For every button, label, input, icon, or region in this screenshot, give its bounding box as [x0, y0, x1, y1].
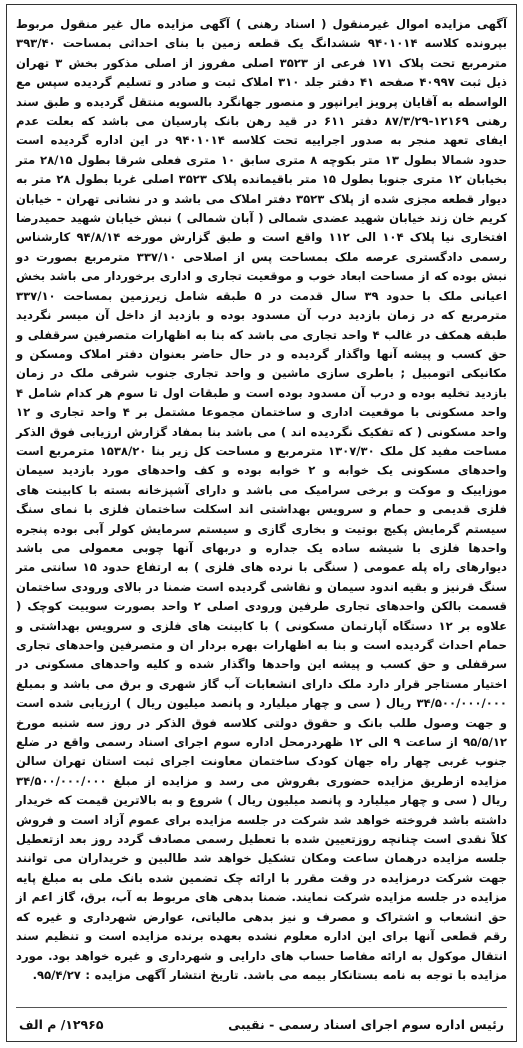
reference-number: ۱۲۹۶۵/ م الف — [19, 1016, 104, 1032]
signer-title: رئیس اداره سوم اجرای اسناد رسمی - نقیبی — [228, 1016, 504, 1032]
notice-paragraph: آگهی مزایده اموال غیرمنقول ( اسناد رهنی ) آگهی مزایده مال غیر منقول مربوط بپرونده کلاسه ۹۴۰۱۰۱۴ ششدانگ یک قطعه زمین با بنای احداثی بمساحت ۳۹۳/۴۰ مترمربع تحت پلاک ۱۷۱ فرعی از ۳۵۲۳ اصلی مفروز از اصلی مذکور بخش ۳ تهران ذیل ثبت ۴۰۹۹۷ صفحه ۴۱ دفتر جلد ۳۱۰ املاک ثبت و صادر و تسلیم گردیده سپس مع الواسطه به آقایان پرویز ایرانپور و منصور جهانگرد بالسویه منتقل گردیده و طبق سند رهنی ۱۲۱۶۹-۸۷/۳/۲۹ دفتر ۶۱۱ در قید رهن بانک پارسیان می باشد که بعلت عدم ایفای تعهد منجر به صدور اجراییه تحت کلاسه ۹۴۰۱۰۱۴ در این اداره گردیده است حدود شمالا بطول ۱۳ متر بکوچه ۸ متری سابق ۱۰ متری فعلی شرقا بطول ۲۸/۱۵ متر بخیابان ۱۲ متری جنوبا بطول ۱۵ متر باقیمانده پلاک ۳۵۲۳ اصلی غربا بطول ۲۸ متر به دیوار قطعه مجزی شده از پلاک ۳۵۲۳ دفتر املاک می باشد و در نشانی تهران - خیابان کریم خان زند خیابان شهید عضدی شمالی ( آبان شمالی ) نبش خیابان شهید حمیدرضا افتخاری نیا پلاک ۱۰۴ الی ۱۱۲ واقع است و طبق گزارش مورخه ۹۴/۸/۱۴ کارشناس رسمی دادگستری عرصه ملک بمساحت پس از اصلاحی ۳۳۷/۱۰ مترمربع بصورت دو نبش بوده که از مساحت ابعاد خوب و موقعیت تجاری و اداری برخوردار می باشد بخش اعیانی ملک با حدود ۳۹ سال قدمت در ۵ طبقه شامل زیرزمین بمساحت ۳۳۷/۱۰ مترمربع که در زمان بازدید درب آن مسدود بوده و بازدید از داخل آن میسر نگردید طبقه همکف در غالب ۴ واحد تجاری می باشد که بنا به اظهارات متصرفین سرقفلی و حق کسب و پیشه آنها واگذار گردیده و در حال حاضر بعنوان دفتر املاک ومسکن و مکانیکی اتومبیل ; باطری سازی ماشین و واحد تجاری جنوب شرقی ملک در زمان بازدید تخلیه بوده و درب آن مسدود بوده است و طبقات اول تا سوم هر کدام شامل ۴ واحد مسکونی با موقعیت اداری و ساختمان مجموعا مشتمل بر ۴ واحد تجاری و ۱۲ واحد مسکونی ( که تفکیک نگردیده اند ) می باشد بنا بمفاد گزارش ارزیابی فوق الذکر مساحت مفید کل ملک ۱۳۰۷/۳۰ مترمربع و مساحت کل زیر بنا ۱۵۳۸/۲۰ مترمربع است واحدهای مسکونی یک خوابه و ۲ خوابه بوده و کف واحدهای مورد بازدید سیمان موزاییک و موکت و برخی سرامیک می باشد و دارای آشپزخانه بسته با کابینت های فلزی قدیمی و حمام و سرویس بهداشتی اند اسکلت ساختمان فلزی با نمای سنگ سیستم گرمایش پکیج بوتیت و بخاری گازی و سیستم سرمایش کولر آبی بوده پنجره واحدها فلزی با شیشه ساده یک جداره و دربهای آنها چوبی معمولی می باشد دیوارهای راه پله عمومی ( سنگی با نرده های فلزی ) به ارتفاع حدود ۱۵ سانتی متر سنگ قرنیز و بقیه اندود سیمان و نقاشی گردیده است ضمنا در بالای ورودی ساختمان قسمت بالکن واحدهای تجاری طرفین ورودی اصلی ۲ واحد بصورت سوییت کوچک ( علاوه بر ۱۲ دستگاه آپارتمان مسکونی ) با کابینت های فلزی و سرویس بهداشتی و حمام احداث گردیده است و بنا به اظهارات بهره بردار ان و متصرفین واحدهای تجاری سرقفلی و حق کسب و پیشه این واحدها واگذار شده و کلیه واحدهای مسکونی در اختیار مستاجر قرار دارد ملک دارای انشعابات آب گاز شهری و برق می باشد و بمبلغ ۳۴/۵۰۰/۰۰۰/۰۰۰ ریال ( سی و چهار میلیارد و پانصد میلیون ریال ) ارزیابی شده است و جهت وصول طلب بانک و حقوق دولتی کلاسه فوق الذکر در روز سه شنبه مورخ ۹۵/۵/۱۲ از ساعت ۹ الی ۱۲ ظهردرمحل اداره سوم اجرای اسناد رسمی واقع در ضلع جنوب غربی چهار راه جهان کودک ساختمان معاونت اجرای ثبت استان تهران سالن مزایده ازطریق مزایده حضوری بفروش می رسد و مزایده از مبلغ ۳۴/۵۰۰/۰۰۰/۰۰۰ ریال ( سی و چهار میلیارد و پانصد میلیون ریال ) شروع و به بالاترین قیمت که خریدار داشته باشد فروخته خواهد شد شرکت در جلسه مزایده برای عموم آزاد است و فروش کلاً نقدی است چنانچه روزتعیین شده با تعطیل رسمی مصادف گردد روز بعد ازتعطیل جلسه مزایده درهمان ساعت ومکان تشکیل خواهد شد طالبین و خریداران می توانند جهت شرکت درمزایده در وقت مقرر با ارائه چک تضمین شده بانک ملی به مبلغ پایه مزایده در جلسه مزایده شرکت نمایند. ضمنا بدهی های مربوط به آب، برق، گاز اعم از حق انشعاب و اشتراک و مصرف و نیز بدهی مالیاتی، عوارض شهرداری و غیره که رقم قطعی آنها برای این اداره معلوم نشده بعهده برنده مزایده است و تنظیم سند انتقال موکول به ارائه مفاصا حساب های دارایی و شهرداری و غیره خواهد بود. مورد مزایده با توجه به نامه بستانکار بیمه می باشد. تاریخ انتشار آگهی مزایده : ۹۵/۴/۲۷. — [16, 17, 508, 982]
notice-footer — [19, 1013, 504, 1035]
footer-divider — [16, 1007, 507, 1008]
notice-sheet — [6, 4, 517, 1042]
notice-body — [16, 15, 507, 985]
